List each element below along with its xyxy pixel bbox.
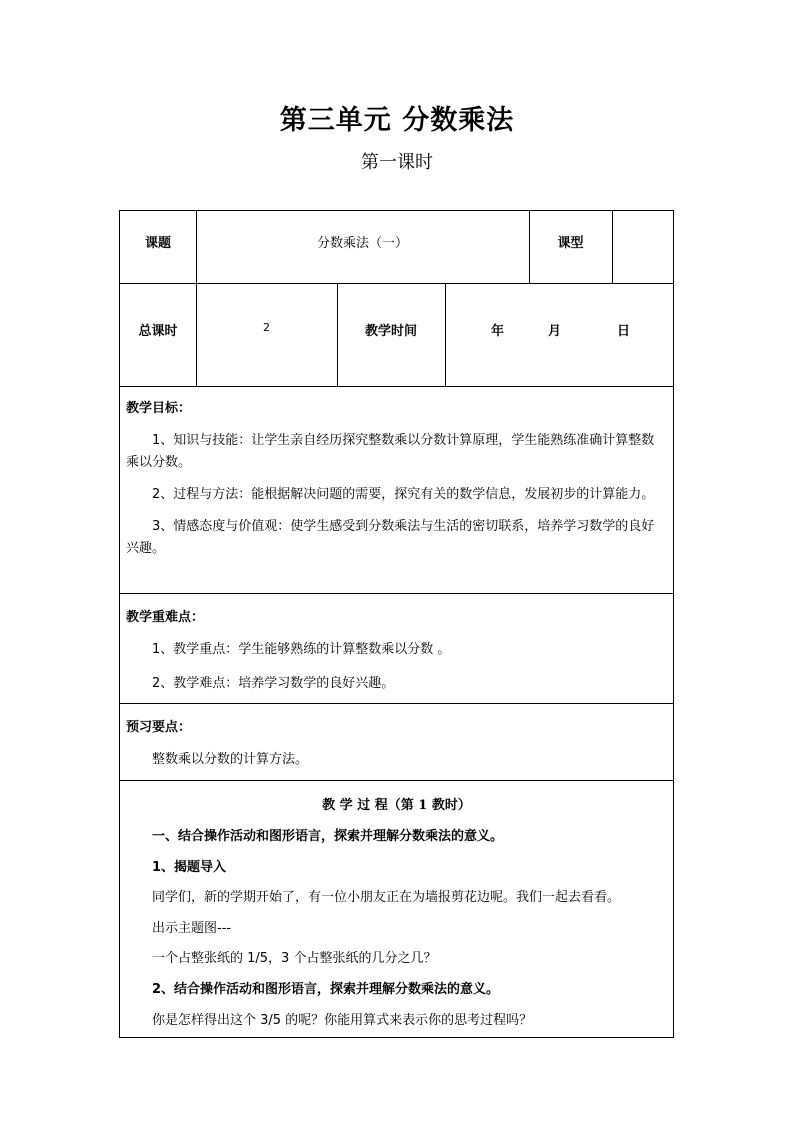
preview-text: 整数乘以分数的计算方法。 (152, 752, 309, 767)
topic-label: 课题 (144, 236, 171, 251)
objective-item: 3、情感态度与价值观：使学生感受到分数乘法与生活的密切联系，培养学习数学的良好兴趣。 (126, 519, 655, 556)
lesson-plan-table (119, 210, 674, 1038)
process-line: 一、结合操作活动和图形语言，探索并理解分数乘法的意义。 (152, 829, 504, 844)
year-label: 年 (491, 324, 505, 339)
teaching-time-label: 教学时间 (364, 324, 417, 339)
row-divider (120, 283, 673, 284)
process-heading: 教 学 过 程（第 1 教时） (322, 798, 471, 813)
topic-value: 分数乘法（一） (316, 236, 408, 251)
col-divider (445, 283, 446, 386)
document-subtitle: 第一课时 (361, 152, 433, 173)
day-label: 日 (617, 324, 631, 339)
key-point-item: 1、教学重点：学生能够熟练的计算整数乘以分数 。 (152, 642, 451, 657)
row-divider (120, 780, 673, 781)
type-label: 课型 (557, 236, 584, 251)
total-hours-value: 2 (263, 321, 270, 334)
process-line: 1、揭题导入 (152, 860, 227, 875)
objective-item: 1、知识与技能：让学生亲自经历探究整数乘以分数计算原理，学生能熟练准确计算整数乘以分数。 (126, 433, 655, 470)
objectives-section (126, 398, 667, 560)
row-divider (120, 593, 673, 594)
col-divider (196, 283, 197, 386)
objectives-heading: 教学目标： (126, 401, 192, 416)
process-line: 一个占整张纸的 1/5，3 个占整张纸的几分之几？ (152, 951, 437, 966)
preview-heading: 预习要点： (126, 720, 192, 735)
key-point-item: 2、教学难点：培养学习数学的良好兴趣。 (152, 676, 395, 691)
row-divider (120, 386, 673, 387)
process-line: 你是怎样得出这个 3/5 的呢？你能用算式来表示你的思考过程吗？ (152, 1013, 533, 1028)
objective-item: 2、过程与方法：能根据解决问题的需要，探究有关的数学信息，发展初步的计算能力。 (152, 487, 655, 502)
document-title: 第三单元 分数乘法 (279, 105, 515, 136)
process-line: 出示主题图--- (152, 921, 232, 936)
key-points-heading: 教学重难点： (126, 610, 205, 625)
total-hours-label: 总课时 (138, 324, 178, 339)
process-line: 2、结合操作活动和图形语言，探索并理解分数乘法的意义。 (152, 982, 500, 997)
month-label: 月 (548, 324, 562, 339)
row-divider (120, 703, 673, 704)
col-divider (612, 211, 613, 283)
process-line: 同学们，新的学期开始了，有一位小朋友正在为墙报剪花边呢。我们一起去看看。 (152, 890, 621, 905)
